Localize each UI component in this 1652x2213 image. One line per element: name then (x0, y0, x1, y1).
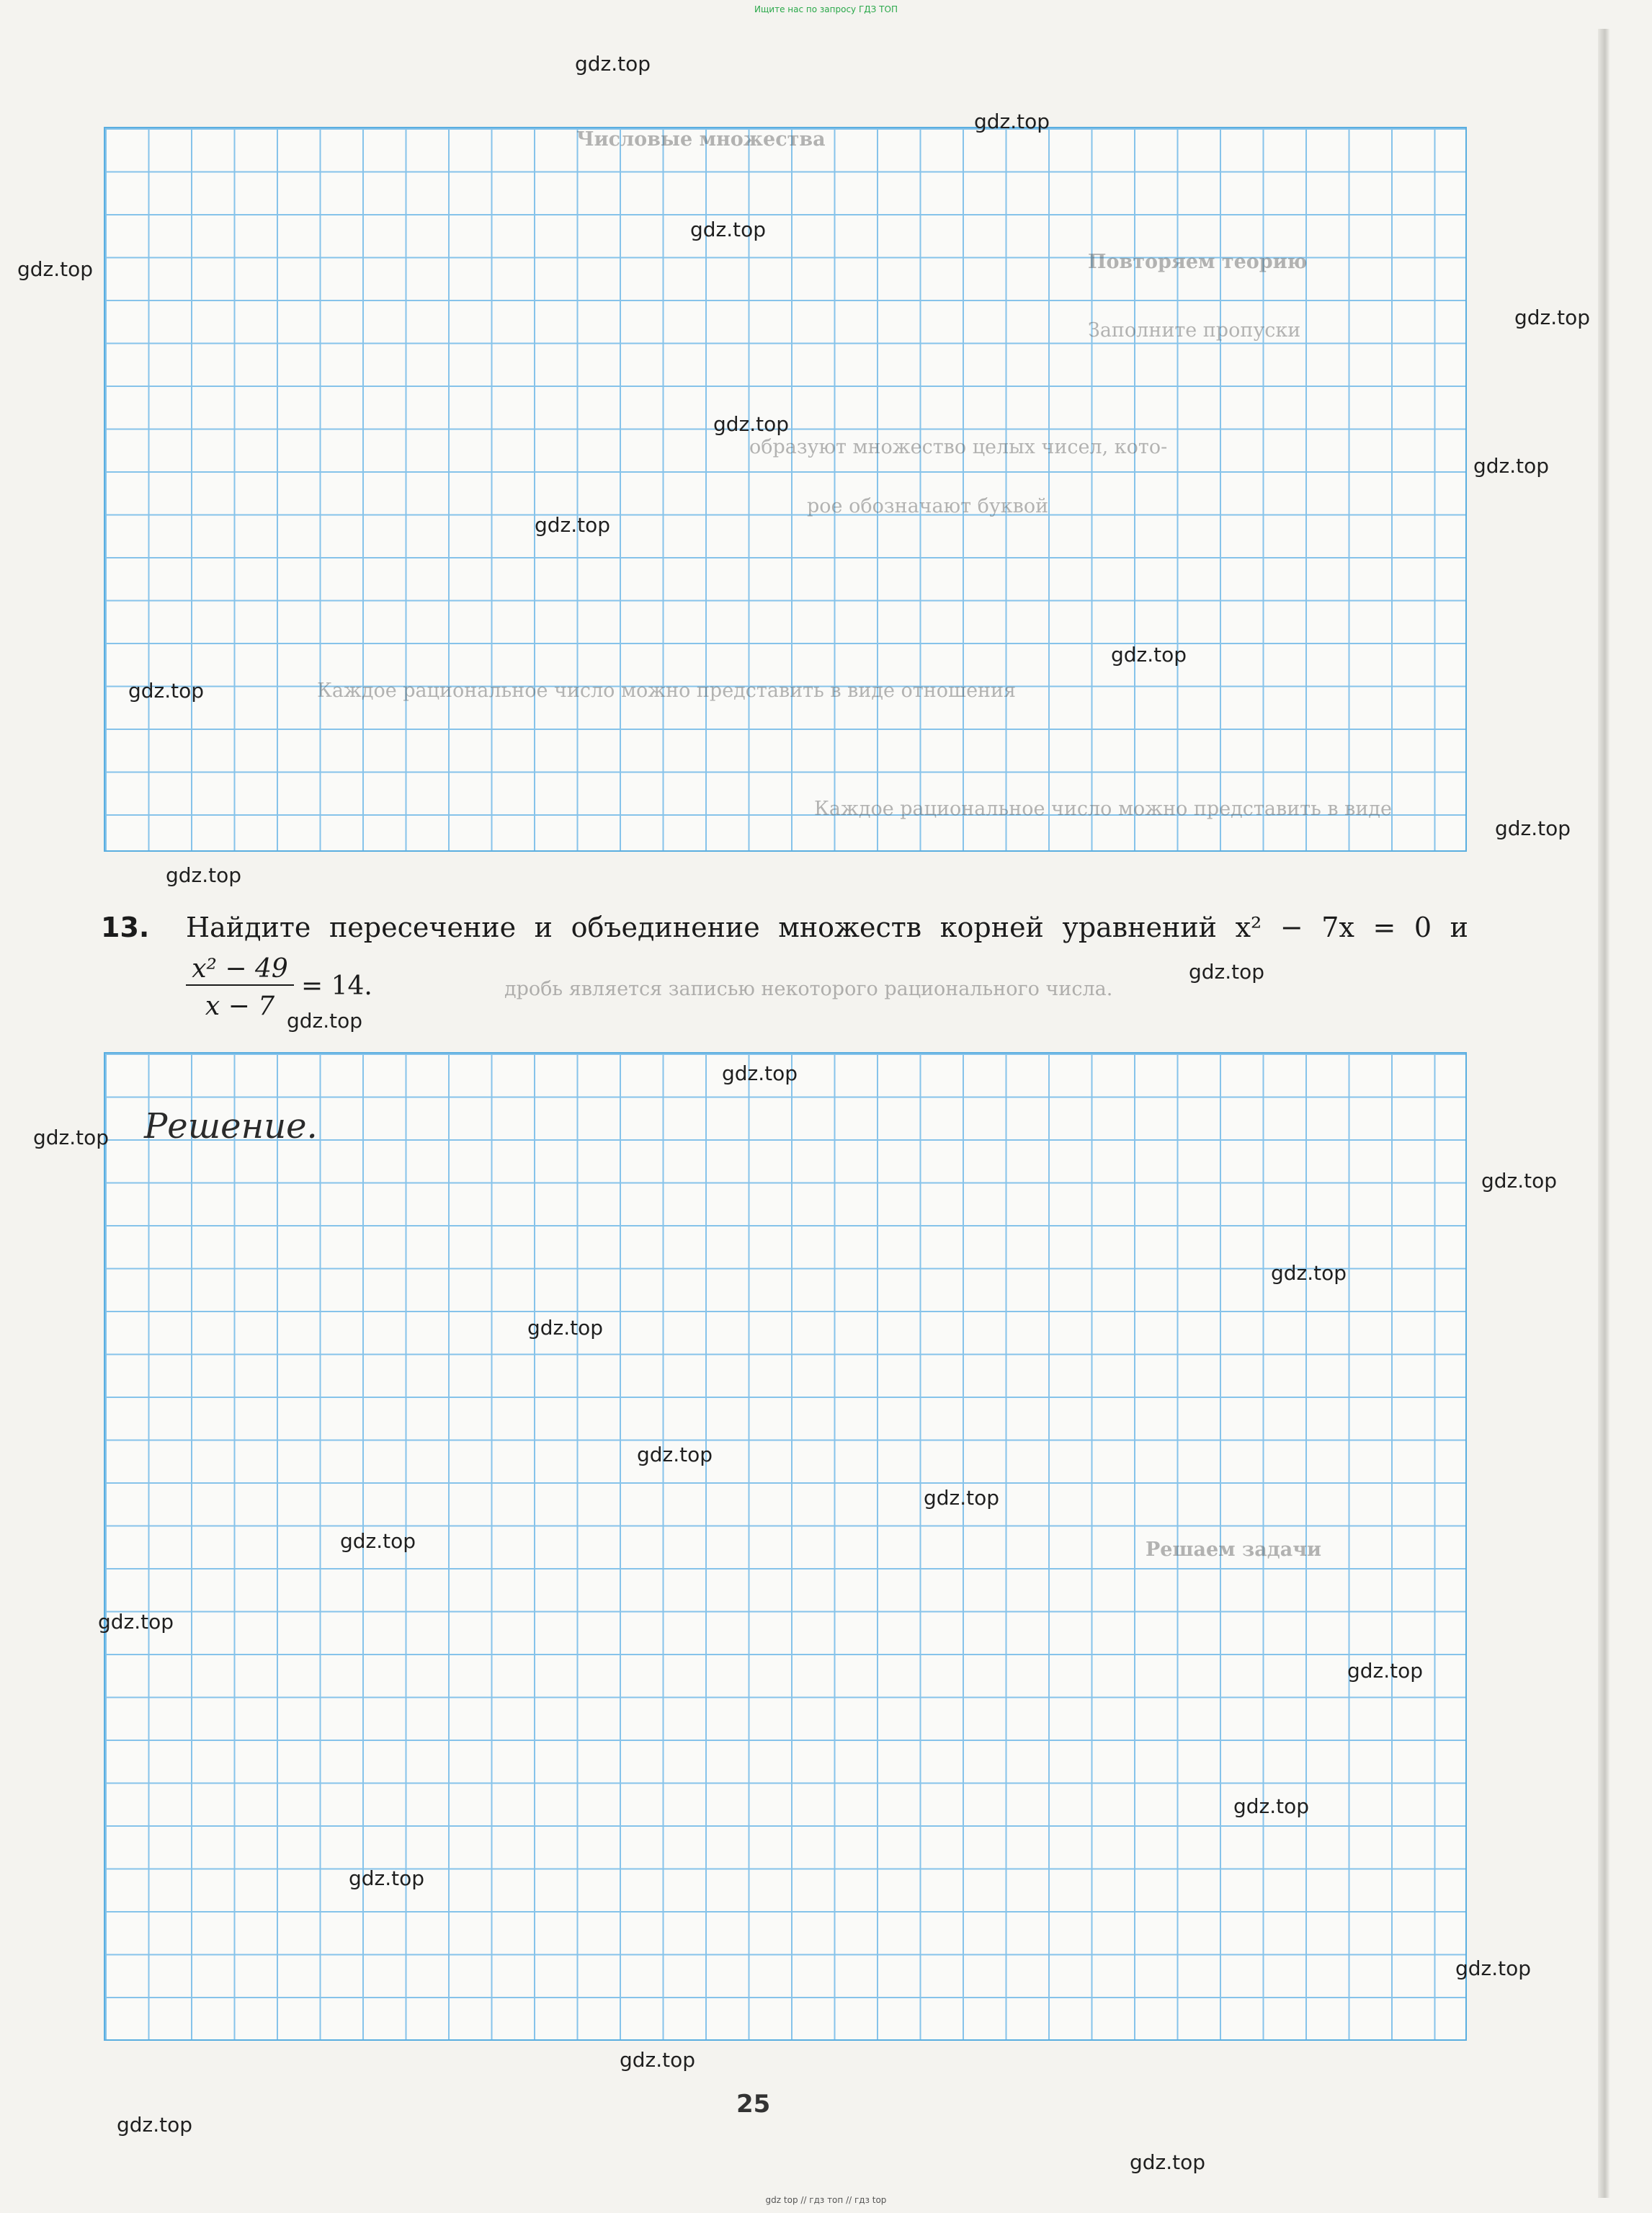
watermark: gdz.top (575, 52, 651, 76)
bleed-text: образуют множество целых чисел, кото- (749, 436, 1168, 458)
watermark: gdz.top (637, 1443, 713, 1466)
fraction-denominator: x − 7 (205, 992, 275, 1021)
watermark: gdz.top (1481, 1169, 1558, 1193)
watermark: gdz.top (535, 513, 611, 537)
bottom-note: gdz top // гдз топ // гдз top (765, 2195, 887, 2205)
watermark: gdz.top (349, 1866, 425, 1890)
watermark: gdz.top (287, 1009, 363, 1033)
watermark: gdz.top (1233, 1794, 1310, 1818)
page-edge-shadow (1598, 29, 1609, 2198)
watermark: gdz.top (117, 2113, 193, 2137)
watermark: gdz.top (1455, 1956, 1532, 1980)
bleed-text: Повторяем теорию (1088, 251, 1308, 273)
watermark: gdz.top (713, 412, 790, 436)
bleed-text: Каждое рациональное число можно представить в виде (814, 798, 1392, 820)
watermark: gdz.top (620, 2048, 696, 2072)
task-number: 13. (101, 912, 150, 943)
watermark: gdz.top (1473, 454, 1550, 478)
bleed-text: дробь является записью некоторого рационального числа. (504, 978, 1113, 1000)
watermark: gdz.top (33, 1126, 110, 1149)
watermark: gdz.top (1514, 306, 1591, 329)
watermark: gdz.top (128, 679, 205, 703)
solution-label: Решение. (144, 1106, 318, 1146)
watermark: gdz.top (1130, 2150, 1206, 2174)
fraction (186, 951, 294, 1022)
watermark: gdz.top (166, 863, 242, 887)
watermark: gdz.top (974, 110, 1050, 133)
watermark: gdz.top (340, 1529, 416, 1553)
grid-area-top (104, 127, 1467, 852)
top-search-note: Ищите нас по запросу ГДЗ ТОП (754, 4, 898, 14)
task-text: Найдите пересечение и объединение множеств корней уравнений x² − 7x = 0 и (186, 912, 1468, 943)
watermark: gdz.top (924, 1486, 1000, 1510)
bleed-text: Числовые множества (576, 128, 826, 151)
watermark: gdz.top (690, 218, 767, 241)
watermark: gdz.top (17, 257, 94, 281)
watermark: gdz.top (722, 1061, 798, 1085)
watermark: gdz.top (1495, 816, 1571, 840)
fraction-numerator: x² − 49 (186, 951, 294, 986)
watermark: gdz.top (1189, 960, 1265, 984)
watermark: gdz.top (527, 1316, 604, 1340)
watermark: gdz.top (1347, 1659, 1424, 1683)
bleed-text: рое обозначают буквой (807, 495, 1049, 517)
fraction-rhs: = 14. (301, 971, 372, 1001)
watermark: gdz.top (1111, 643, 1187, 667)
watermark: gdz.top (1271, 1261, 1347, 1285)
page-number: 25 (736, 2090, 771, 2119)
bleed-text: Решаем задачи (1146, 1539, 1322, 1561)
bleed-text: Заполните пропуски (1088, 319, 1301, 342)
bleed-text: Каждое рациональное число можно представить в виде отношения (317, 680, 1017, 702)
watermark: gdz.top (98, 1610, 174, 1634)
